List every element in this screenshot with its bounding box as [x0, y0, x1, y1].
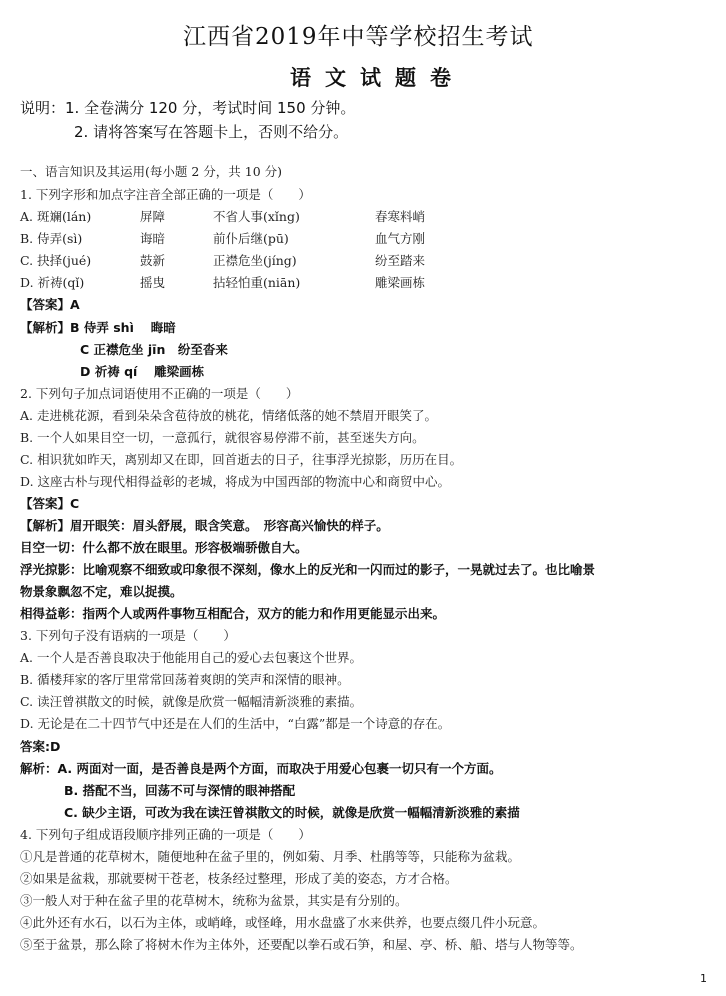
q2-option-d: D. 这座古朴与现代相得益彰的老城，将成为中国西部的物流中心和商贸中心。: [20, 474, 451, 489]
q3-analysis-line-3: C. 缺少主语，可改为我在读汪曾祺散文的时候，就像是欣赏一幅幅清新淡雅的素描: [64, 805, 520, 820]
q3-option-c: C. 读汪曾祺散文的时候，就像是欣赏一幅幅清新淡雅的素描。: [20, 694, 363, 709]
q2-analysis-line-2: 目空一切：什么都不放在眼里。形容极端骄傲自大。: [20, 540, 308, 555]
exam-title: 江西省2019年中等学校招生考试: [183, 24, 534, 50]
section-heading: 一、语言知识及其运用(每小题 2 分，共 10 分): [20, 164, 283, 179]
q1-option-a-4: 春寒料峭: [375, 209, 426, 224]
q1-option-b-4: 血气方刚: [375, 231, 426, 246]
q1-option-d-4: 雕梁画栋: [375, 275, 426, 290]
q4-item-1: ①凡是普通的花草树木，随便地种在盆子里的，例如菊、月季、杜鹃等等，只能称为盆栽。: [20, 849, 521, 864]
instruction-line-1: 说明：1. 全卷满分 120 分，考试时间 150 分钟。: [20, 99, 356, 117]
q1-analysis-line-1: 【解析】B 侍弄 shì 晦暗: [20, 320, 176, 335]
q1-option-c-2: 鼓新: [140, 253, 166, 268]
q1-option-d-3: 拈轻怕重(niān): [213, 275, 301, 290]
instruction-line-2: 2. 请将答案写在答题卡上，否则不给分。: [74, 123, 349, 141]
q2-analysis-line-5: 相得益彰：指两个人或两件事物互相配合，双方的能力和作用更能显示出来。: [20, 606, 446, 621]
q1-analysis-line-2: C 正襟危坐 jīn 纷至沓来: [80, 342, 228, 357]
q2-answer: 【答案】C: [20, 496, 80, 511]
q1-option-c-3: 正襟危坐(jíng): [213, 253, 297, 268]
q1-option-d-2: 摇曳: [140, 275, 166, 290]
q2-analysis-line-4: 物景象飘忽不定，难以捉摸。: [20, 584, 183, 599]
q1-analysis-line-3: D 祈祷 qí 雕梁画栋: [80, 364, 205, 379]
page-number: 1: [700, 972, 707, 985]
q1-option-c-4: 纷至踏来: [375, 253, 426, 268]
q4-item-3: ③一般人对于种在盆子里的花草树木，统称为盆景，其实是有分别的。: [20, 893, 408, 908]
q1-option-a-2: 屏障: [140, 209, 166, 224]
q3-analysis-line-2: B. 搭配不当，回荡不可与深情的眼神搭配: [64, 783, 296, 798]
q3-option-a: A. 一个人是否善良取决于他能用自己的爱心去包裹这个世界。: [20, 650, 362, 665]
q1-option-b-3: 前仆后继(pū): [213, 231, 289, 246]
q3-answer: 答案:D: [20, 739, 61, 754]
question-1-stem: 1. 下列字形和加点字注音全部正确的一项是（ ）: [20, 187, 311, 202]
q2-option-b: B. 一个人如果目空一切，一意孤行，就很容易停滞不前，甚至迷失方向。: [20, 430, 425, 445]
q1-option-b-2: 诲暗: [140, 231, 166, 246]
q1-option-a-3: 不省人事(xǐng): [213, 209, 300, 224]
q1-option-c-1: C. 抉择(jué): [20, 253, 92, 268]
q1-option-a-1: A. 斑斓(lán): [20, 209, 92, 224]
q3-analysis-line-1: 解析：A. 两面对一面，是否善良是两个方面，而取决于用爱心包裹一切只有一个方面。: [20, 761, 502, 776]
q3-option-b: B. 循楼拜家的客厅里常常回荡着爽朗的笑声和深情的眼神。: [20, 672, 350, 687]
q1-option-d-1: D. 祈祷(qǐ): [20, 275, 85, 290]
q3-option-d: D. 无论是在二十四节气中还是在人们的生活中，“白露”都是一个诗意的存在。: [20, 716, 451, 731]
question-3-stem: 3. 下列句子没有语病的一项是（ ）: [20, 628, 236, 643]
q2-option-a: A. 走进桃花源，看到朵朵含苞待放的桃花，情绪低落的她不禁眉开眼笑了。: [20, 408, 437, 423]
question-2-stem: 2. 下列句子加点词语使用不正确的一项是（ ）: [20, 386, 299, 401]
q2-analysis-line-1: 【解析】眉开眼笑：眉头舒展，眼含笑意。 形容高兴愉快的样子。: [20, 518, 389, 533]
q2-option-c: C. 相识犹如昨天，离别却又在即，回首逝去的日子，往事浮光掠影，历历在目。: [20, 452, 463, 467]
exam-subtitle: 语文试题卷: [290, 65, 465, 90]
q4-item-4: ④此外还有水石，以石为主体，或峭峰，或怪峰，用水盘盛了水来供养，也要点缀几件小玩意。: [20, 915, 546, 930]
q1-option-b-1: B. 侍弄(sì): [20, 231, 83, 246]
question-4-stem: 4. 下列句子组成语段顺序排列正确的一项是（ ）: [20, 827, 311, 842]
q1-answer: 【答案】A: [20, 297, 80, 312]
q2-analysis-line-3: 浮光掠影：比喻观察不细致或印象很不深刻，像水上的反光和一闪而过的影子，一晃就过去了。也比喻景: [20, 562, 596, 577]
q4-item-5: ⑤至于盆景，那么除了将树木作为主体外，还要配以拳石或石笋，和屋、亭、桥、船、塔与人物等等。: [20, 937, 583, 952]
q4-item-2: ②如果是盆栽，那就要树干苍老，枝条经过整理，形成了美的姿态，方才合格。: [20, 871, 458, 886]
